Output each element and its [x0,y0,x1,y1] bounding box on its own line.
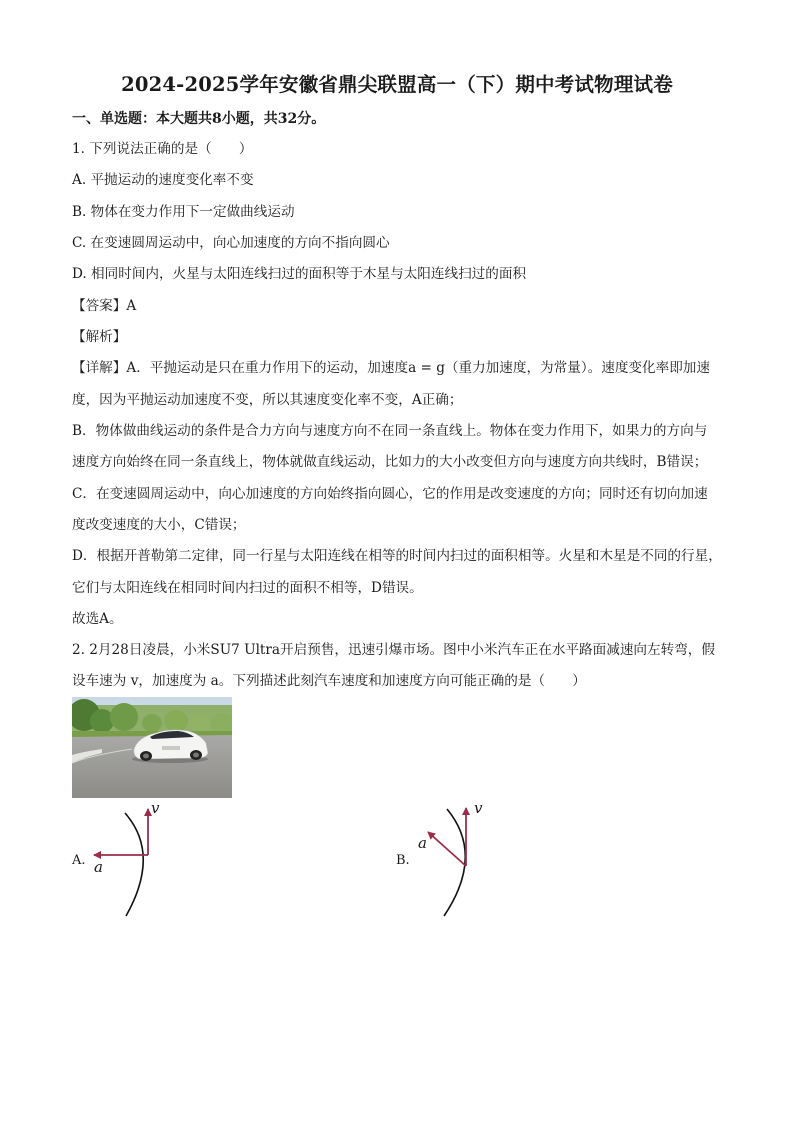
q1-option-a: A. 平抛运动的速度变化率不变 [72,172,254,188]
q1-explanation-line: 【详解】A．平抛运动是只在重力作用下的运动，加速度a = g（重力加速度，为常量）。速度变化率即加速 [72,360,710,376]
q1-option-c: C. 在变速圆周运动中，向心加速度的方向不指向圆心 [72,235,390,251]
q2-option-b-diagram [410,800,490,920]
q1-analysis-label: 【解析】 [72,329,127,345]
q1-explanation-line: 它们与太阳连线在相同时间内扫过的面积不相等，D错误。 [72,580,423,596]
q2-option-b-a-label: a [418,834,427,852]
q2-option-a-v-label: v [151,799,160,817]
q1-answer: 【答案】A [72,298,137,314]
q1-option-d: D. 相同时间内，火星与太阳连线扫过的面积等于木星与太阳连线扫过的面积 [72,266,527,282]
q2-stem-line1: 2. 2月28日凌晨，小米SU7 Ultra开启预售，迅速引爆市场。图中小米汽车正在水平路面减速向左转弯，假 [72,642,715,658]
section-heading: 一、单选题：本大题共8小题，共32分。 [72,111,326,127]
q2-option-b-label: B. [396,853,410,868]
page-title: 2024-2025学年安徽省鼎尖联盟高一（下）期中考试物理试卷 [121,73,673,96]
q1-stem: 1. 下列说法正确的是（ ） [72,141,253,157]
q2-option-a-a-label: a [94,858,103,876]
q1-explanation-line: 速度方向始终在同一条直线上，物体就做直线运动，比如力的大小改变但方向与速度方向共线时，B错误； [72,454,708,470]
q1-explanation-line: 故选A。 [72,611,123,627]
q1-explanation-line: B．物体做曲线运动的条件是合力方向与速度方向不在同一条直线上。物体在变力作用下，如果力的方向与 [72,423,708,439]
q1-explanation-line: C．在变速圆周运动中，向心加速度的方向始终指向圆心，它的作用是改变速度的方向；同时还有切向加速 [72,486,708,502]
q1-explanation-line: 度，因为平抛运动加速度不变，所以其速度变化率不变，A正确； [72,392,463,408]
car-photo [72,697,232,798]
q2-option-a-label: A. [72,853,86,868]
q2-stem-line2: 设车速为 v，加速度为 a。下列描述此刻汽车速度和加速度方向可能正确的是（ ） [72,673,586,689]
q1-explanation-line: 度改变速度的大小，C错误； [72,517,246,533]
q1-explanation-line: D．根据开普勒第二定律，同一行星与太阳连线在相等的时间内扫过的面积相等。火星和木星是不同的行星， [72,548,722,564]
q1-option-b: B. 物体在变力作用下一定做曲线运动 [72,204,295,220]
q2-option-b-v-label: v [474,799,483,817]
